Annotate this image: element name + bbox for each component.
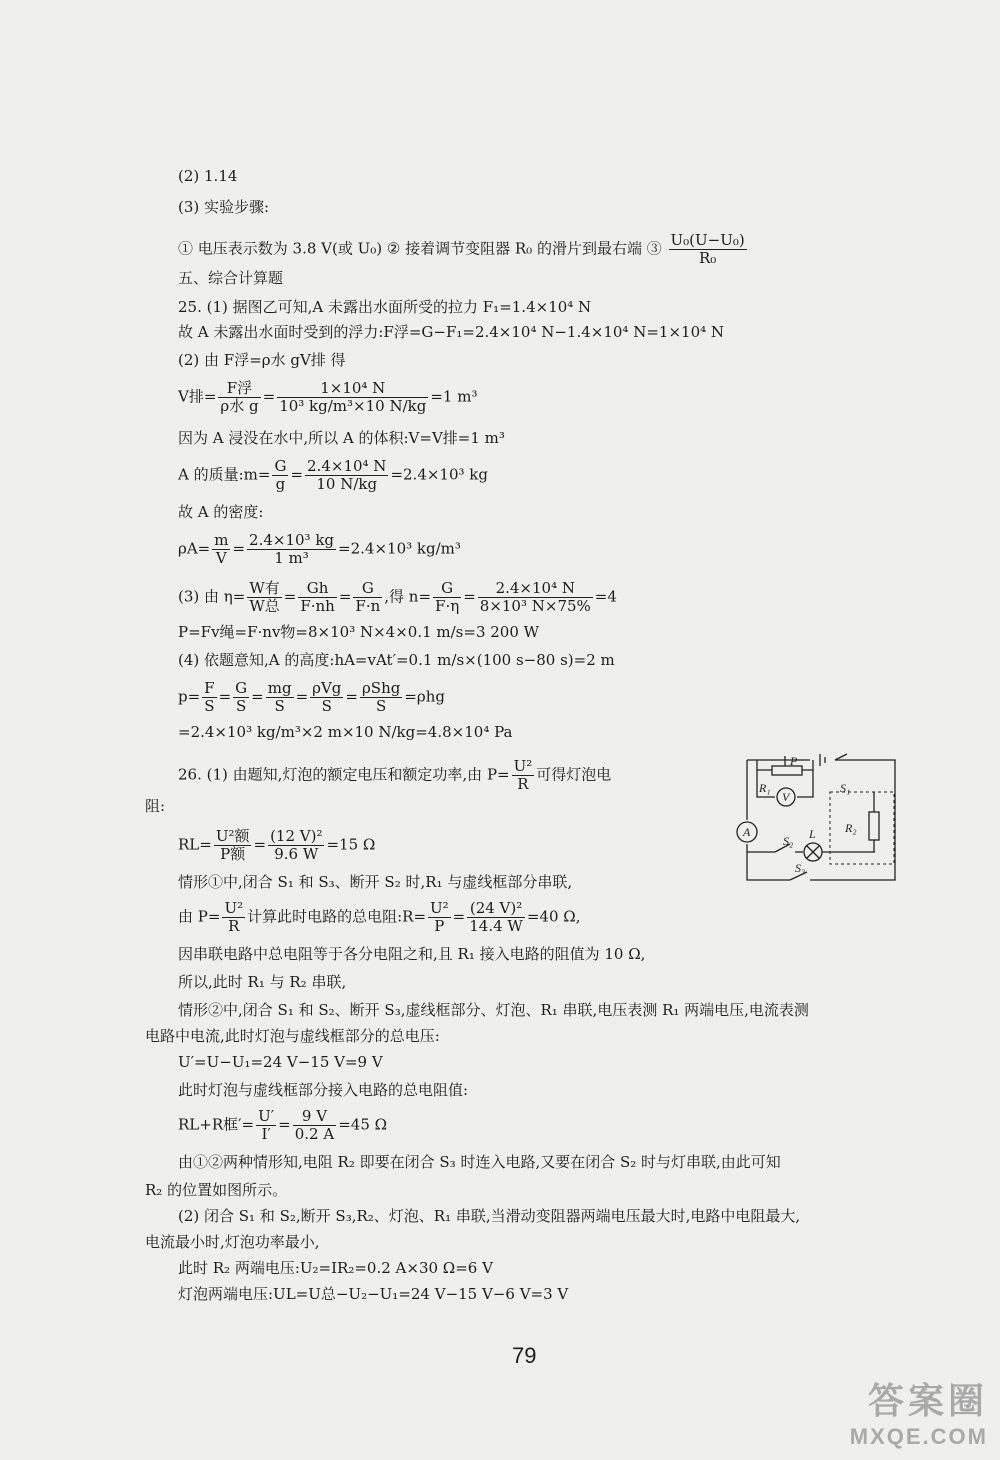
label-l: L [809, 827, 816, 841]
text-line: 此时 R₂ 两端电压:U₂=IR₂=0.2 A×30 Ω=6 V [178, 1259, 493, 1277]
text-line: (2) 由 F浮=ρ水 gV排 得 [178, 351, 346, 369]
label-v: V [782, 790, 790, 804]
section-heading: 五、综合计算题 [178, 269, 284, 287]
text-line: ① 电压表示数为 3.8 V(或 U₀) ② 接着调节变阻器 R₀ 的滑片到最右端 ③ $\frac{\text{U₀(U−U₀)}}{\text{R₀}}$ [178, 231, 745, 267]
formula-line: 由 P= $\frac{\text{U²}}{R}$ 计算此时电路的总电阻:R= $\frac{\text{U²}}{P}$ = $\frac{\text{(24 V)²}}{14.4 W}$ =40 Ω, [178, 899, 581, 935]
page-number: 79 [512, 1343, 537, 1368]
label-r2: R₂ [845, 821, 857, 835]
formula-line: A 的质量:m= $\frac{G}{g}$ = $\frac{\text{2.4×10⁴ N}}{10 N/kg}$ =2.4×10³ kg [178, 457, 488, 493]
formula-line: RL+R框′= $\frac{U'}{I'}$ = $\frac{9 V}{0.2 A}$ =45 Ω [178, 1107, 388, 1143]
watermark [850, 1373, 988, 1450]
label-r1: R₁ [759, 781, 771, 795]
text-line: 电流最小时,灯泡功率最小, [145, 1233, 320, 1251]
text-line: P=Fv绳=F·nv物=8×10³ N×4×0.1 m/s=3 200 W [178, 623, 540, 641]
text-line: 灯泡两端电压:UL=U总−U₂−U₁=24 V−15 V−6 V=3 V [178, 1285, 569, 1303]
formula-line: ρA= $\frac{m}{V}$ = $\frac{\text{2.4×10³ kg}}{\text{1 m³}}$ =2.4×10³ kg/m³ [178, 531, 461, 567]
text-line: R₂ 的位置如图所示。 [145, 1181, 288, 1199]
text-line: 所以,此时 R₁ 与 R₂ 串联, [178, 973, 347, 991]
text-line: =2.4×10³ kg/m³×2 m×10 N/kg=4.8×10⁴ Pa [178, 723, 513, 741]
formula-line: 26. (1) 由题知,灯泡的额定电压和额定功率,由 P= $\frac{\text{U²}}{R}$ 可得灯泡电 [178, 757, 612, 793]
circuit-diagram [735, 752, 910, 887]
label-a: A [743, 825, 751, 839]
text-line: 阻: [145, 797, 166, 815]
label-s3: S₃ [795, 861, 806, 875]
text-line: (3) 实验步骤: [178, 198, 270, 216]
text-line: 因串联电路中总电阻等于各分电阻之和,且 R₁ 接入电路的阻值为 10 Ω, [178, 945, 646, 963]
formula-line: (3) 由 η= $\frac{\text{W有}}{\text{W总}}$ = $\frac{Gh}{F\cdot nh}$ = $\frac{G}{F\cdot n}$ ,得 n= $\frac{G}{F\cdot\eta}$ = $\frac{\text{2.4×10⁴ N}}{\text{8×10³ N×75\%}}$ =4 [178, 579, 617, 615]
text-line: 电路中电流,此时灯泡与虚线框部分的总电压: [145, 1027, 440, 1045]
text-line: 情形①中,闭合 S₁ 和 S₃、断开 S₂ 时,R₁ 与虚线框部分串联, [178, 873, 573, 891]
text-line: (2) 1.14 [178, 167, 238, 185]
watermark-logo: 答案圈 [867, 1380, 988, 1421]
text-line: 因为 A 浸没在水中,所以 A 的体积:V=V排=1 m³ [178, 429, 505, 447]
text-line: 此时灯泡与虚线框部分接入电路的总电阻值: [178, 1081, 469, 1099]
text-line: 25. (1) 据图乙可知,A 未露出水面所受的拉力 F₁=1.4×10⁴ N [178, 298, 592, 316]
label-s2: S₂ [783, 834, 794, 848]
label-p: P [790, 754, 798, 768]
formula-line: p= $\frac{F}{S}$ = $\frac{G}{S}$ = $\frac{mg}{S}$ = $\frac{\text{ρVg}}{S}$ = $\frac{\text{ρShg}}{S}$ =ρhg [178, 679, 445, 715]
text-line: 情形②中,闭合 S₁ 和 S₂、断开 S₃,虚线框部分、灯泡、R₁ 串联,电压表测 R₁ 两端电压,电流表测 [178, 1001, 809, 1019]
formula-line: RL= $\frac{\text{U²额}}{\text{P额}}$ = $\frac{\text{(12 V)²}}{9.6 W}$ =15 Ω [178, 827, 376, 863]
text-line: 故 A 未露出水面时受到的浮力:F浮=G−F₁=2.4×10⁴ N−1.4×10⁴ N=1×10⁴ N [178, 323, 725, 341]
watermark-url: MXQE.COM [849, 1424, 988, 1449]
fraction: $\frac{\text{U₀(U−U₀)}}{\text{R₀}}$ [670, 231, 745, 267]
text-line: 故 A 的密度: [178, 503, 264, 521]
formula-line: V排= $\frac{\text{F浮}}{\text{ρ水 g}}$ = $\frac{\text{1×10⁴ N}}{\text{10³ kg/m³×10 N/kg}}$ =1 m³ [178, 379, 478, 415]
label-s1: S₁ [840, 781, 851, 795]
text-line: U′=U−U₁=24 V−15 V=9 V [178, 1053, 383, 1071]
text-line: (2) 闭合 S₁ 和 S₂,断开 S₃,R₂、灯泡、R₁ 串联,当滑动变阻器两端电压最大时,电路中电阻最大, [178, 1207, 801, 1225]
text-line: 由①②两种情形知,电阻 R₂ 即要在闭合 S₃ 时连入电路,又要在闭合 S₂ 时与灯串联,由此可知 [178, 1153, 781, 1171]
text-line: (4) 依题意知,A 的高度:hA=vAt′=0.1 m/s×(100 s−80 s)=2 m [178, 651, 615, 669]
